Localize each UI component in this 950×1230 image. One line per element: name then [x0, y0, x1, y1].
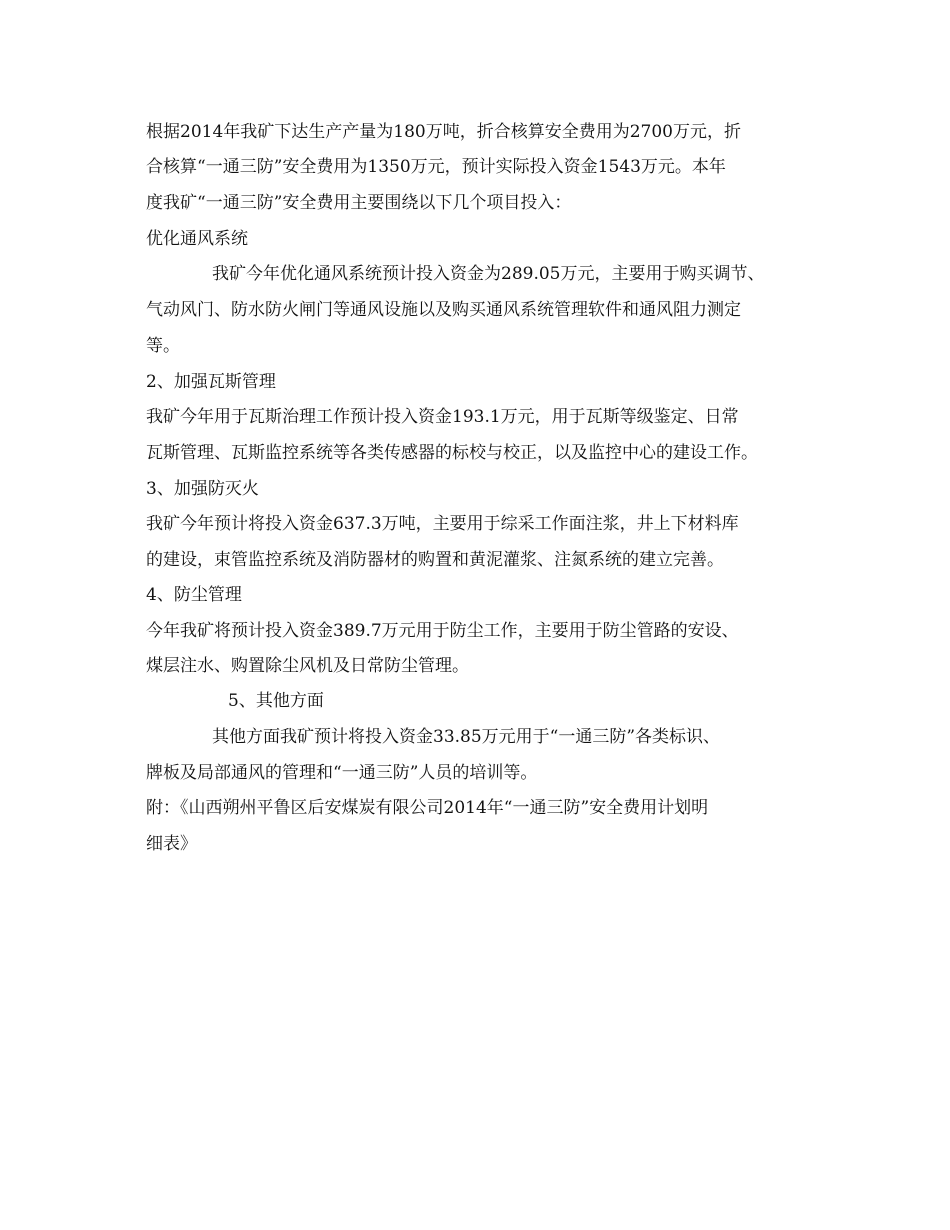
section-5-line-1: 其他方面我矿预计将投入资金33.85万元用于“一通三防”各类标识、: [212, 727, 721, 747]
intro-line-1: 根据2014年我矿下达生产产量为180万吨，折合核算安全费用为2700万元，折: [146, 122, 741, 142]
section-1-heading: 优化通风系统: [146, 229, 248, 249]
intro-line-3: 度我矿“一通三防”安全费用主要围绕以下几个项目投入：: [146, 193, 572, 213]
section-3-line-1: 我矿今年预计将投入资金637.3万吨，主要用于综采工作面注浆，井上下材料库: [146, 514, 739, 534]
section-1-line-2: 气动风门、防水防火闸门等通风设施以及购买通风系统管理软件和通风阻力测定: [146, 300, 741, 320]
attachment-line-2: 细表》: [146, 834, 197, 854]
attachment-line-1: 附：《山西朔州平鲁区后安煤炭有限公司2014年“一通三防”安全费用计划明: [146, 798, 709, 818]
section-2-line-1: 我矿今年用于瓦斯治理工作预计投入资金193.1万元，用于瓦斯等级鉴定、日常: [146, 407, 739, 427]
section-4-line-1: 今年我矿将预计投入资金389.7万元用于防尘工作，主要用于防尘管路的安设、: [146, 621, 739, 641]
section-3-line-2: 的建设，束管监控系统及消防器材的购置和黄泥灌浆、注氮系统的建立完善。: [146, 550, 724, 570]
section-5-line-2: 牌板及局部通风的管理和“一通三防”人员的培训等。: [146, 763, 538, 783]
section-2-heading: 2、加强瓦斯管理: [146, 372, 276, 392]
section-3-heading: 3、加强防灭火: [146, 479, 259, 499]
section-1-line-3: 等。: [146, 336, 180, 356]
section-5-heading: 5、其他方面: [228, 691, 324, 711]
section-4-heading: 4、防尘管理: [146, 585, 242, 605]
section-2-line-2: 瓦斯管理、瓦斯监控系统等各类传感器的标校与校正，以及监控中心的建设工作。: [146, 443, 758, 463]
section-1-line-1: 我矿今年优化通风系统预计投入资金为289.05万元，主要用于购买调节、: [212, 264, 765, 284]
section-4-line-2: 煤层注水、购置除尘风机及日常防尘管理。: [146, 656, 469, 676]
intro-line-2: 合核算“一通三防”安全费用为1350万元，预计实际投入资金1543万元。本年: [146, 157, 726, 177]
